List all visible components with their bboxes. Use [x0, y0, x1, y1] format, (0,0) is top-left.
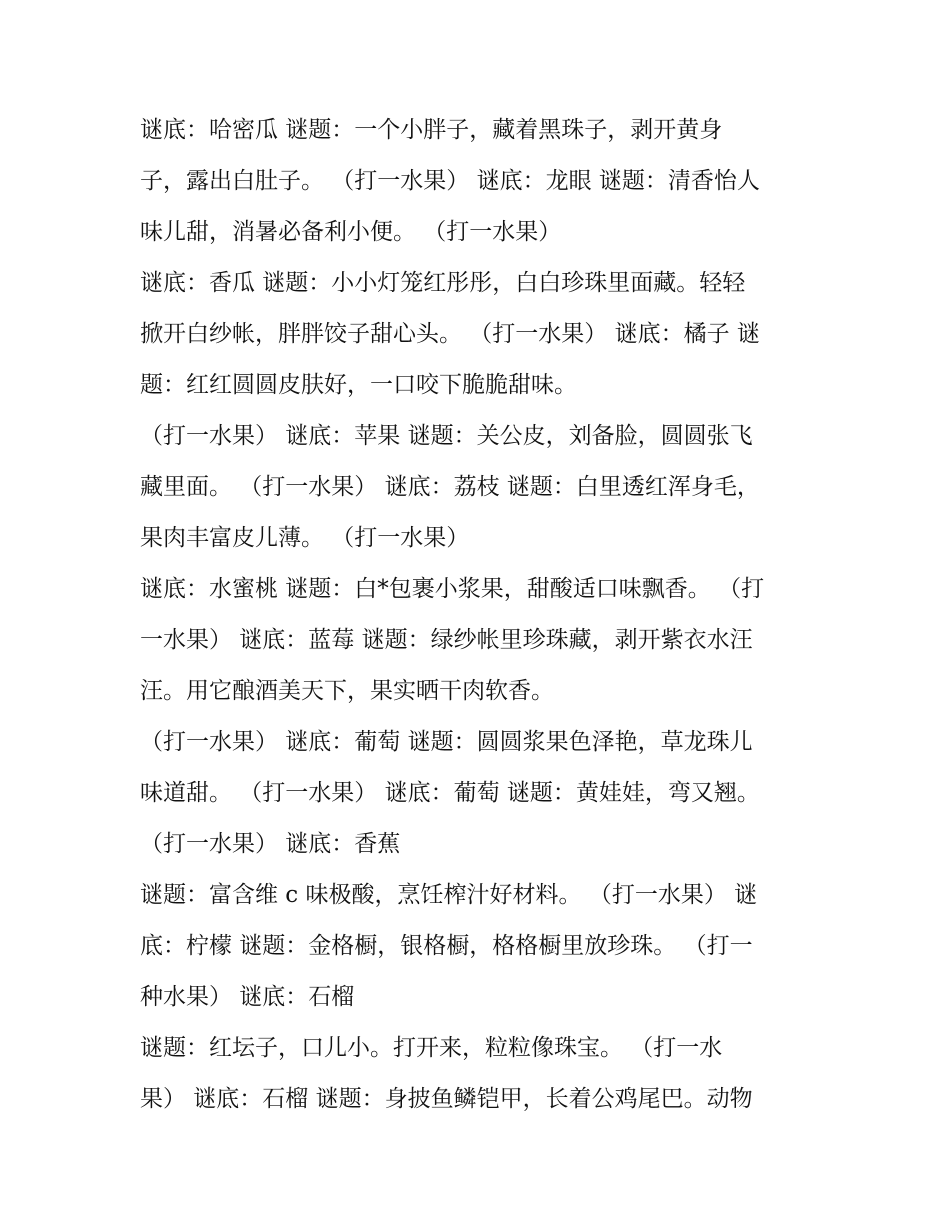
text-line: 谜题：富含维 c 味极酸，烹饪榨汁好材料。 （打一水果） 谜	[140, 882, 758, 908]
text-line: 藏里面。 （打一水果） 谜底：荔枝 谜题：白里透红浑身毛，	[140, 474, 760, 500]
text-line: 果肉丰富皮儿薄。 （打一水果）	[140, 525, 470, 551]
text-line: 掀开白纱帐，胖胖饺子甜心头。 （打一水果） 谜底：橘子 谜	[140, 321, 760, 347]
text-line: 子，露出白肚子。 （打一水果） 谜底：龙眼 谜题：清香怡人	[140, 168, 760, 194]
text-line: 谜底：水蜜桃 谜题：白*包裹小浆果，甜酸适口味飘香。 （打	[140, 576, 765, 602]
text-line: 味儿甜，消暑必备利小便。 （打一水果）	[140, 219, 562, 245]
text-line: 果） 谜底：石榴 谜题：身披鱼鳞铠甲，长着公鸡尾巴。动物	[140, 1086, 753, 1112]
text-line: 味道甜。 （打一水果） 谜底：葡萄 谜题：黄娃娃，弯又翘。	[140, 780, 760, 806]
text-line: 谜底：香瓜 谜题：小小灯笼红彤彤，白白珍珠里面藏。轻轻	[140, 270, 746, 296]
text-line: （打一水果） 谜底：葡萄 谜题：圆圆浆果色泽艳，草龙珠儿	[140, 729, 753, 755]
text-line: 汪。用它酿酒美天下，果实晒干肉软香。	[140, 678, 554, 704]
text-line: （打一水果） 谜底：苹果 谜题：关公皮，刘备脸，圆圆张飞	[140, 423, 753, 449]
text-line: 题：红红圆圆皮肤好，一口咬下脆脆甜味。	[140, 372, 577, 398]
text-line: 谜题：红坛子，口儿小。打开来，粒粒像珠宝。 （打一水	[140, 1035, 723, 1061]
text-line: 谜底：哈密瓜 谜题：一个小胖子，藏着黑珠子，剥开黄身	[140, 117, 723, 143]
text-line: 一水果） 谜底：蓝莓 谜题：绿纱帐里珍珠藏，剥开紫衣水汪	[140, 627, 753, 653]
text-line: （打一水果） 谜底：香蕉	[140, 831, 401, 857]
riddle-text-body	[140, 105, 810, 1125]
text-line: 底：柠檬 谜题：金格橱，银格橱，格格橱里放珍珠。 （打一	[140, 933, 753, 959]
text-line: 种水果） 谜底：石榴	[140, 984, 355, 1010]
